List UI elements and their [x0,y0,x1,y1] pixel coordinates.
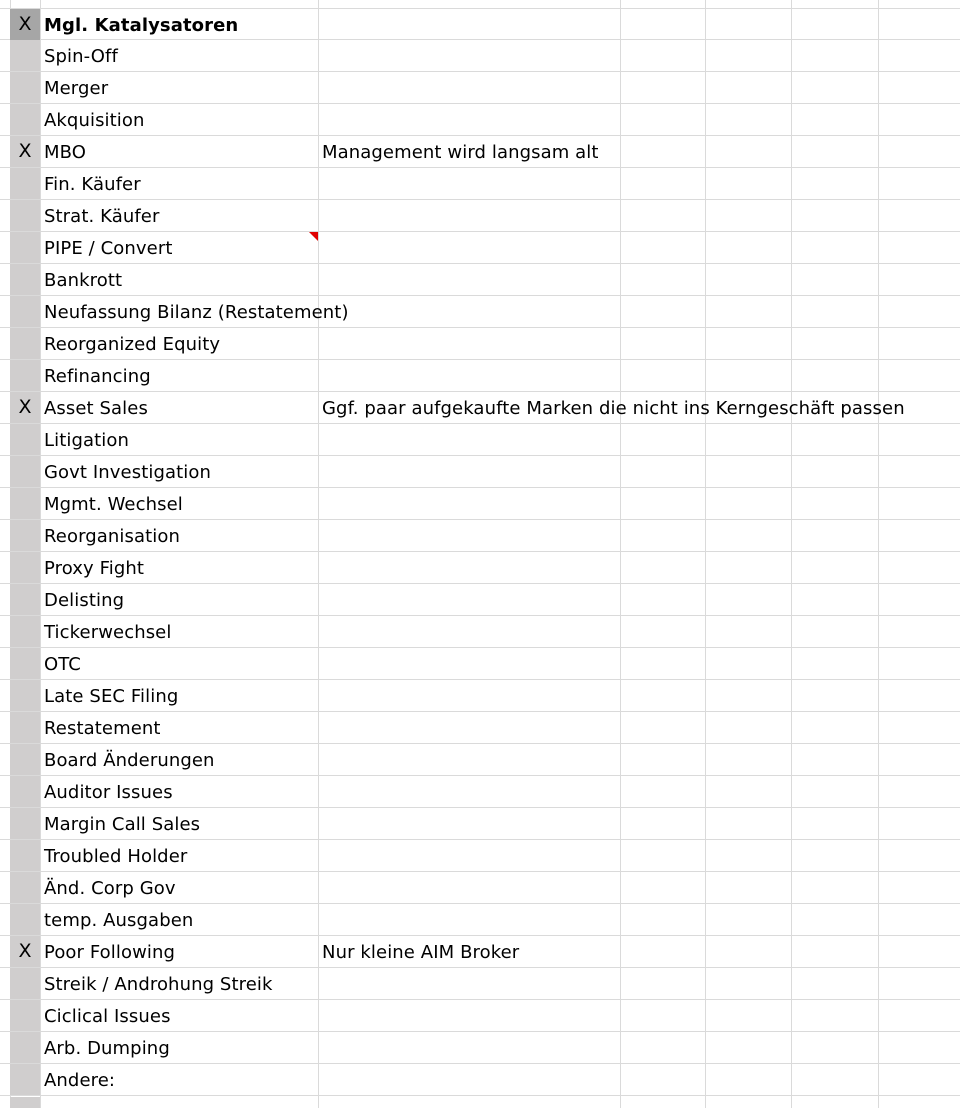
table-row [0,424,960,456]
table-row [0,808,960,840]
mark-cell[interactable] [10,904,40,935]
mark-cell[interactable] [10,168,40,199]
label-cell[interactable]: Tickerwechsel [44,622,172,643]
comment-indicator-icon[interactable] [309,232,318,241]
mark-cell[interactable] [10,584,40,615]
label-cell[interactable]: Neufassung Bilanz (Restatement) [44,302,349,323]
mark-cell[interactable]: X [10,136,40,167]
mark-cell[interactable] [10,552,40,583]
table-row [0,232,960,264]
table-row [0,488,960,520]
label-cell[interactable]: Late SEC Filing [44,686,179,707]
table-row [0,360,960,392]
table-row [0,904,960,936]
mark-cell[interactable] [10,1032,40,1063]
table-row [0,520,960,552]
table-row [0,104,960,136]
mark-cell[interactable] [10,72,40,103]
mark-column-bottom [10,1097,40,1108]
mark-cell[interactable] [10,488,40,519]
table-row [0,1000,960,1032]
label-cell[interactable]: Bankrott [44,270,123,291]
label-cell[interactable]: Reorganisation [44,526,181,547]
header-label-cell[interactable]: Mgl. Katalysatoren [44,15,239,36]
table-row [0,456,960,488]
mark-cell[interactable] [10,40,40,71]
mark-cell[interactable] [10,712,40,743]
mark-cell[interactable] [10,424,40,455]
label-cell[interactable]: temp. Ausgaben [44,910,194,931]
mark-cell[interactable] [10,1000,40,1031]
label-cell[interactable]: Merger [44,78,109,99]
table-row [0,712,960,744]
label-cell[interactable]: Spin-Off [44,46,118,67]
table-row [0,840,960,872]
mark-cell[interactable] [10,744,40,775]
label-cell[interactable]: Streik / Androhung Streik [44,974,273,995]
label-cell[interactable]: Ciclical Issues [44,1006,171,1027]
mark-cell[interactable] [10,264,40,295]
label-cell[interactable]: OTC [44,654,81,675]
table-row [0,968,960,1000]
label-cell[interactable]: Margin Call Sales [44,814,201,835]
table-row [0,328,960,360]
table-row [0,1064,960,1096]
label-cell[interactable]: Fin. Käufer [44,174,141,195]
table-row [0,72,960,104]
mark-cell[interactable] [10,808,40,839]
table-row [0,200,960,232]
table-row [0,648,960,680]
mark-cell[interactable]: X [10,936,40,967]
mark-cell[interactable] [10,200,40,231]
mark-cell[interactable] [10,328,40,359]
mark-cell[interactable] [10,968,40,999]
label-cell[interactable]: Troubled Holder [44,846,188,867]
label-cell[interactable]: Board Änderungen [44,750,215,771]
mark-cell[interactable] [10,360,40,391]
table-row [0,136,960,168]
mark-cell[interactable] [10,648,40,679]
mark-cell[interactable]: X [10,9,40,40]
label-cell[interactable]: Änd. Corp Gov [44,878,176,899]
table-row [0,744,960,776]
note-cell[interactable]: Management wird langsam alt [322,142,599,163]
mark-cell[interactable] [10,680,40,711]
mark-cell[interactable] [10,520,40,551]
label-cell[interactable]: Proxy Fight [44,558,145,579]
table-row [0,616,960,648]
label-cell[interactable]: Refinancing [44,366,151,387]
table-row [0,392,960,424]
table-row [0,936,960,968]
table-row [0,776,960,808]
label-cell[interactable]: Auditor Issues [44,782,173,803]
label-cell[interactable]: Akquisition [44,110,145,131]
table-row [0,1032,960,1064]
mark-cell[interactable] [10,840,40,871]
label-cell[interactable]: Delisting [44,590,125,611]
note-cell[interactable]: Nur kleine AIM Broker [322,942,520,963]
label-cell[interactable]: Asset Sales [44,398,148,419]
mark-cell[interactable] [10,1064,40,1095]
mark-cell[interactable]: X [10,392,40,423]
note-cell[interactable]: Ggf. paar aufgekaufte Marken die nicht ins Kerngeschäft passen [322,398,905,419]
mark-cell[interactable] [10,232,40,263]
label-cell[interactable]: Arb. Dumping [44,1038,170,1059]
label-cell[interactable]: Strat. Käufer [44,206,160,227]
label-cell[interactable]: Andere: [44,1070,116,1091]
table-row [0,552,960,584]
label-cell[interactable]: Mgmt. Wechsel [44,494,183,515]
mark-cell[interactable] [10,104,40,135]
label-cell[interactable]: Poor Following [44,942,176,963]
label-cell[interactable]: PIPE / Convert [44,238,173,259]
table-row [0,264,960,296]
mark-cell[interactable] [10,616,40,647]
label-cell[interactable]: Govt Investigation [44,462,212,483]
header-row [0,8,960,40]
mark-cell[interactable] [10,776,40,807]
table-row [0,680,960,712]
label-cell[interactable]: MBO [44,142,87,163]
table-row [0,40,960,72]
label-cell[interactable]: Litigation [44,430,130,451]
mark-cell[interactable] [10,296,40,327]
mark-cell[interactable] [10,872,40,903]
table-row [0,168,960,200]
table-row [0,584,960,616]
table-row [0,296,960,328]
mark-cell[interactable] [10,456,40,487]
table-row [0,872,960,904]
label-cell[interactable]: Reorganized Equity [44,334,221,355]
label-cell[interactable]: Restatement [44,718,161,739]
